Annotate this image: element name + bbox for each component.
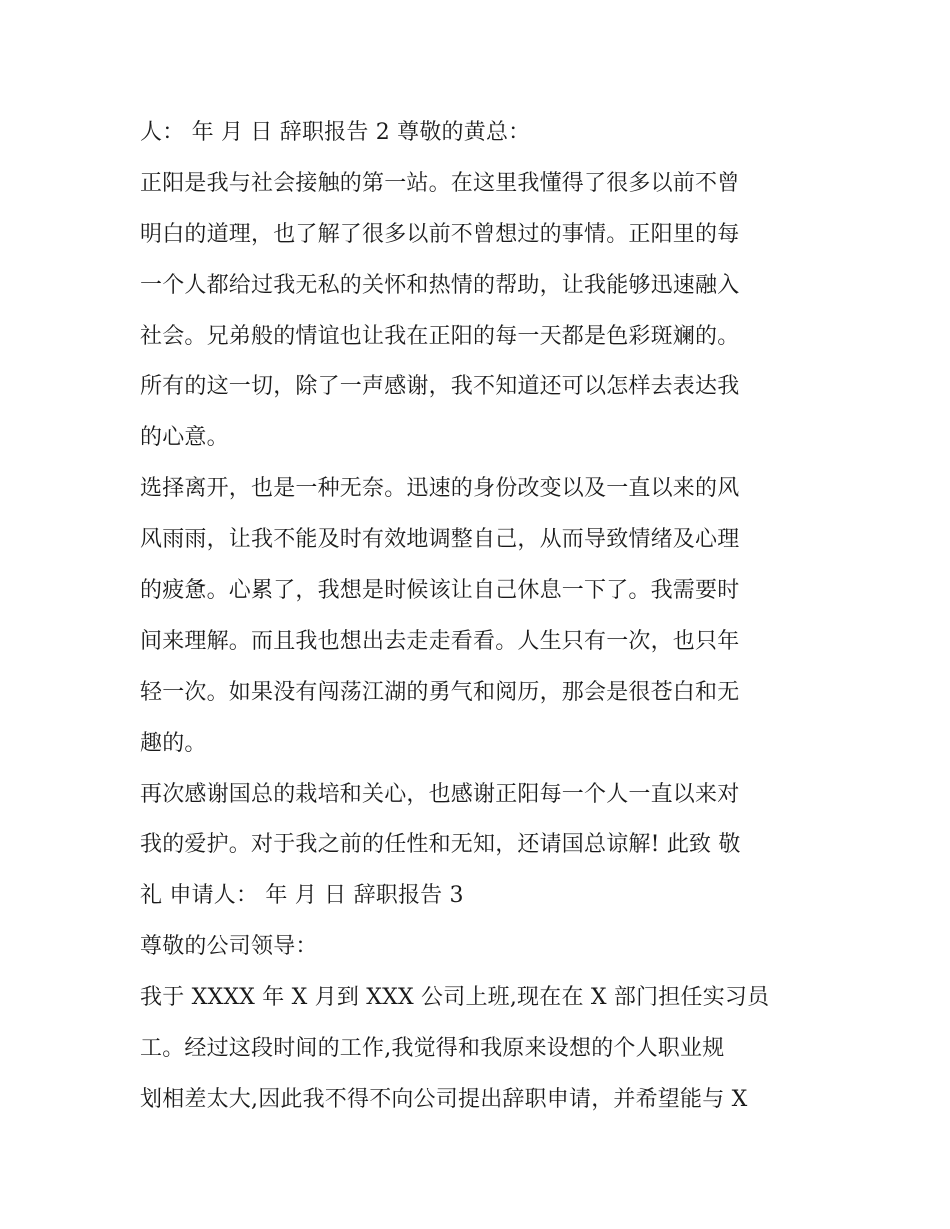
text-line-19: 工。经过这段时间的工作,我觉得和我原来设想的个人职业规 — [140, 1036, 725, 1062]
text-line-20: 划相差太大,因此我不得不向公司提出辞职申请，并希望能与 X — [140, 1086, 748, 1112]
text-line-5: 社会。兄弟般的情谊也让我在正阳的每一天都是色彩斑斓的。 — [140, 323, 740, 349]
text-line-13: 趣的。 — [140, 730, 207, 756]
text-line-7: 的心意。 — [140, 425, 229, 451]
text-line-18: 我于 XXXX 年 X 月到 XXX 公司上班,现在在 X 部门担任实习员 — [140, 985, 770, 1011]
text-line-9: 风雨雨，让我不能及时有效地调整自己，从而导致情绪及心理 — [140, 527, 740, 553]
text-line-11: 间来理解。而且我也想出去走走看看。人生只有一次，也只年 — [140, 628, 740, 654]
text-line-16: 礼 申请人： 年 月 日 辞职报告 3 — [140, 883, 464, 909]
text-line-15: 我的爱护。对于我之前的任性和无知，还请国总谅解! 此致 敬 — [140, 832, 741, 858]
text-line-8: 选择离开，也是一种无奈。迅速的身份改变以及一直以来的风 — [140, 476, 740, 502]
text-line-1: 人： 年 月 日 辞职报告 2 尊敬的黄总： — [140, 120, 531, 145]
document-body — [140, 108, 830, 1126]
text-line-6: 所有的这一切，除了一声感谢，我不知道还可以怎样去表达我 — [140, 374, 740, 400]
text-line-3: 明白的道理，也了解了很多以前不曾想过的事情。正阳里的每 — [140, 221, 740, 247]
text-line-17: 尊敬的公司领导： — [140, 934, 318, 960]
text-line-10: 的疲惫。心累了，我想是时候该让自己休息一下了。我需要时 — [140, 578, 740, 604]
text-line-4: 一个人都给过我无私的关怀和热情的帮助，让我能够迅速融入 — [140, 272, 740, 298]
text-line-14: 再次感谢国总的栽培和关心，也感谢正阳每一个人一直以来对 — [140, 781, 740, 807]
text-line-2: 正阳是我与社会接触的第一站。在这里我懂得了很多以前不曾 — [140, 170, 740, 196]
text-line-12: 轻一次。如果没有闯荡江湖的勇气和阅历，那会是很苍白和无 — [140, 679, 740, 705]
